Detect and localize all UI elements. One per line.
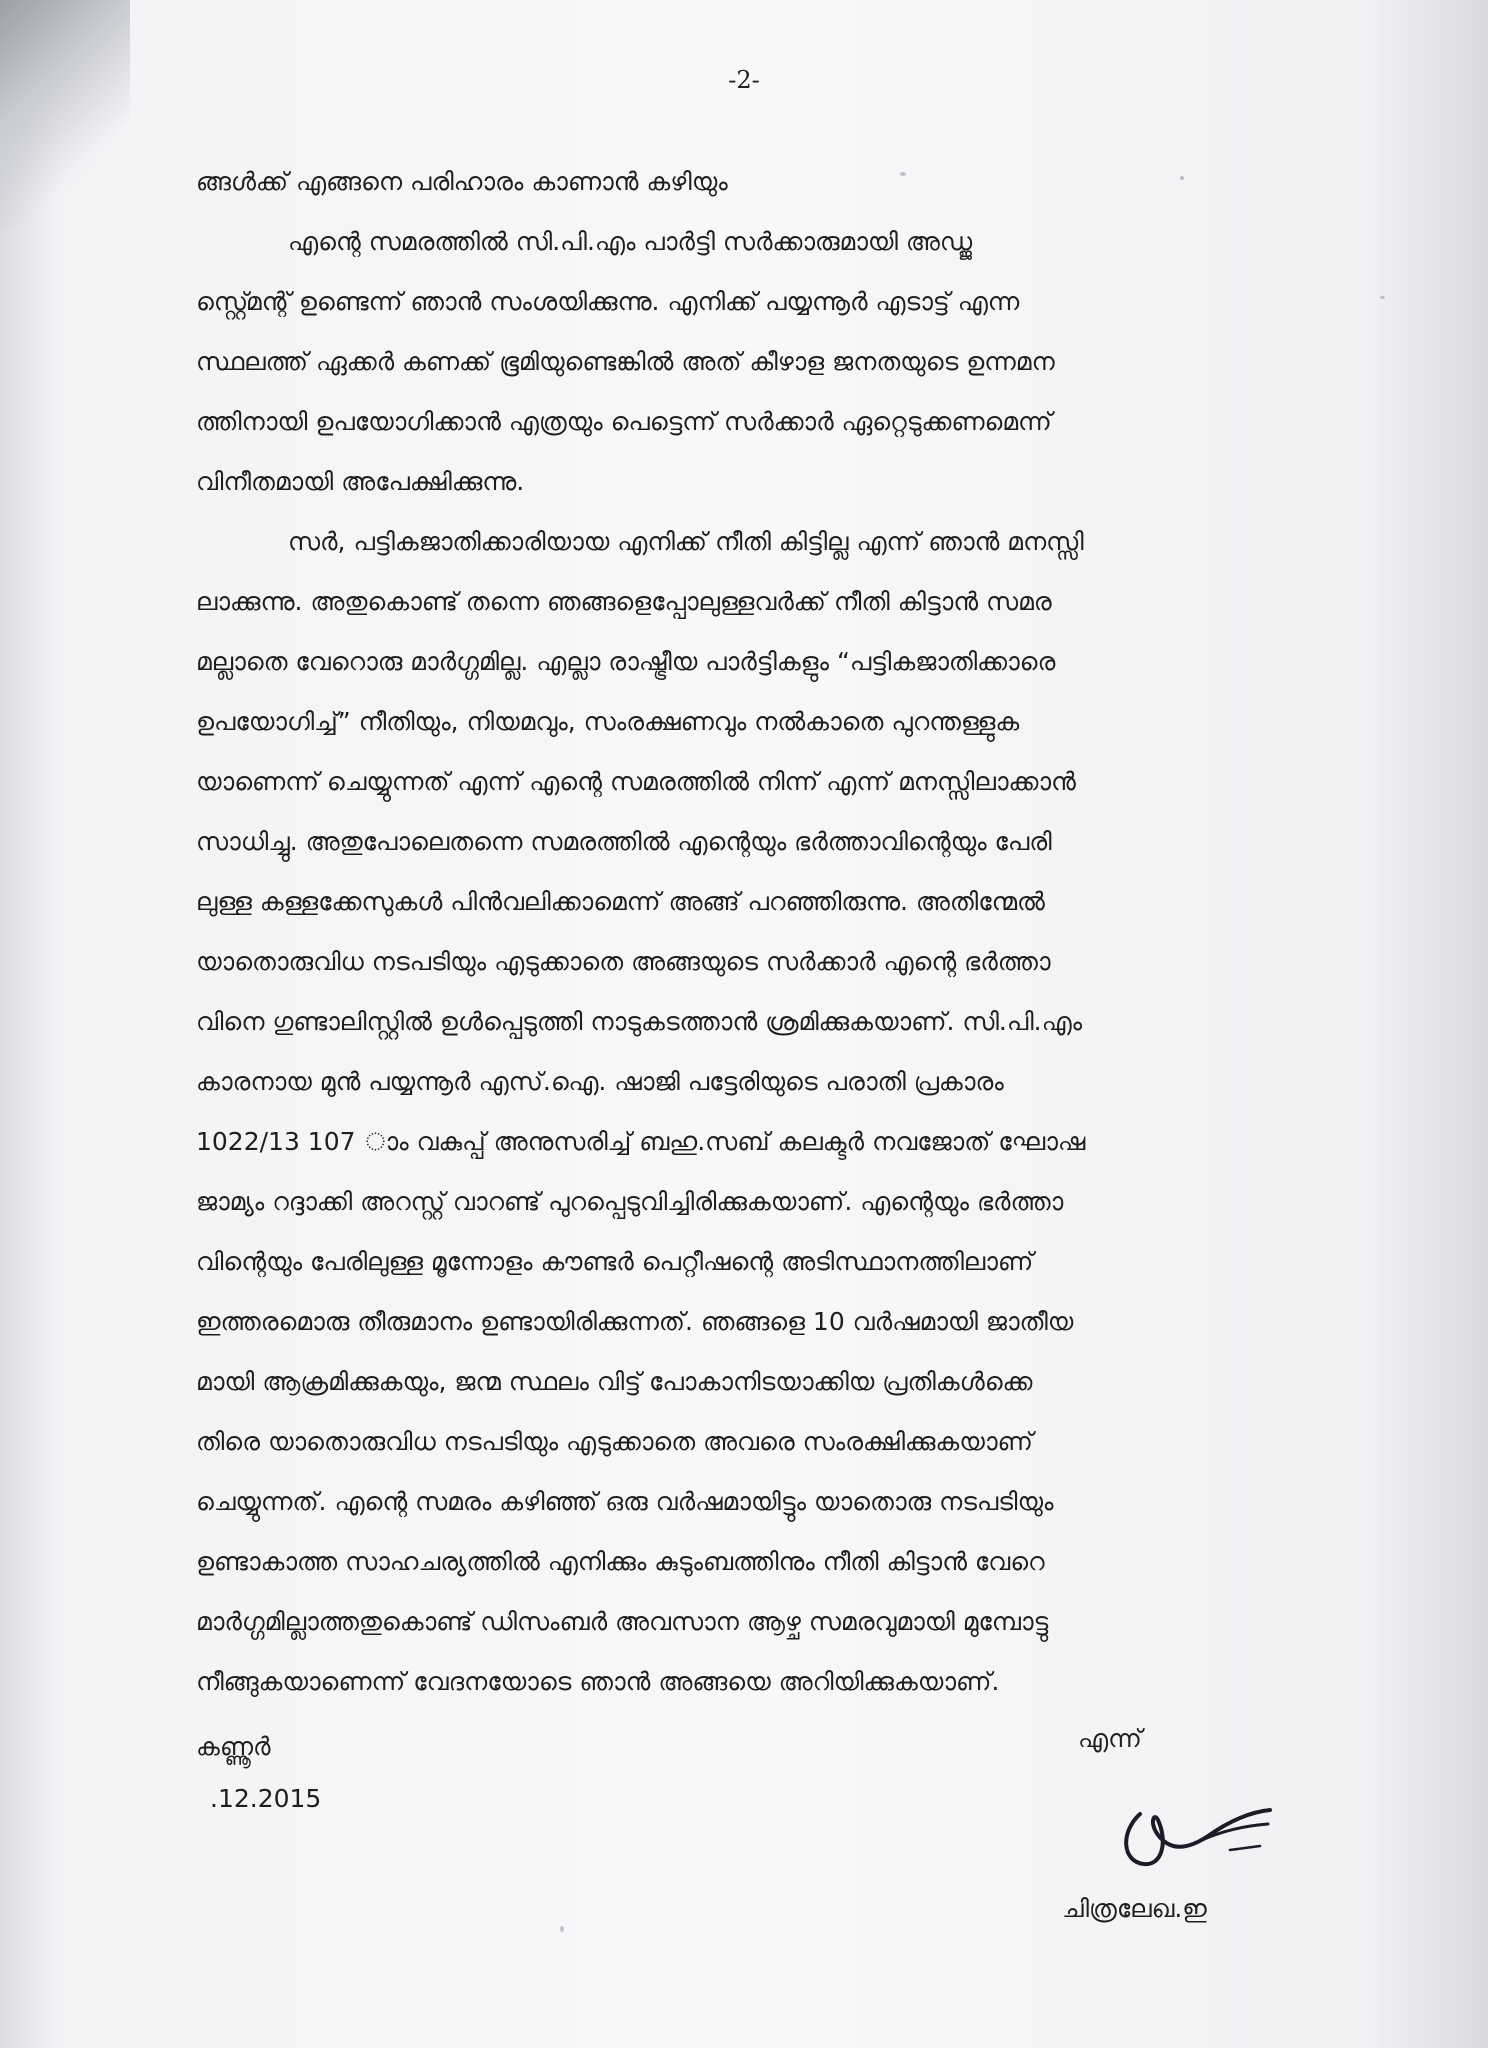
page-number: -2- xyxy=(728,66,760,94)
text-line: സാധിച്ചു. അതുപോലെതന്നെ സമരത്തിൽ എന്റെയും ഭർത്താവിന്റെയും പേരി xyxy=(196,827,1052,856)
text-line: ഉപയോഗിച്ച്” നീതിയും, നിയമവും, സംരക്ഷണവും നൽകാതെ പുറന്തള്ളുക xyxy=(196,707,1020,736)
scan-speck xyxy=(560,1926,564,1932)
text-line: സ്ഥലത്ത് ഏക്കർ കണക്ക് ഭൂമിയുണ്ടെങ്കിൽ അത് കീഴാള ജനതയുടെ ഉന്നമന xyxy=(196,347,1055,376)
text-line: കാരനായ മുൻ പയ്യന്നൂർ എസ്.ഐ. ഷാജി പട്ടേരിയുടെ പരാതി പ്രകാരം xyxy=(196,1067,1004,1096)
text-line: നീങ്ങുകയാണെന്ന് വേദനയോടെ ഞാൻ അങ്ങയെ അറിയിക്കുകയാണ്. xyxy=(196,1667,1000,1696)
handwritten-signature xyxy=(1110,1762,1280,1892)
text-line: ഇത്തരമൊരു തീരുമാനം ഉണ്ടായിരിക്കുന്നത്. ഞങ്ങളെ 10 വർഷമായി ജാതീയ xyxy=(196,1307,1074,1336)
text-line: ത്തിനായി ഉപയോഗിക്കാൻ എത്രയും പെട്ടെന്ന് സർക്കാർ ഏറ്റെടുക്കണമെന്ന് xyxy=(196,407,1052,436)
folded-corner-shadow xyxy=(0,0,130,230)
text-line: വിന്റെയും പേരിലുള്ള മൂന്നോളം കൗണ്ടർ പെറ്റീഷന്റെ അടിസ്ഥാനത്തിലാണ് xyxy=(196,1247,1034,1276)
text-line: ങ്ങൾക്ക് എങ്ങനെ പരിഹാരം കാണാൻ കഴിയും xyxy=(196,167,728,196)
text-line: മായി ആക്രമിക്കുകയും, ജന്മ സ്ഥലം വിട്ട് പോകാനിടയാക്കിയ പ്രതികൾക്കെ xyxy=(196,1367,1033,1396)
text-line: മല്ലാതെ വേറൊരു മാർഗ്ഗമില്ല. എല്ലാ രാഷ്ട്രീയ പാർട്ടികളും “പട്ടികജാതിക്കാരെ xyxy=(196,647,1056,676)
scan-speck xyxy=(1380,296,1385,299)
text-line: വിനെ ഗുണ്ടാലിസ്റ്റിൽ ഉൾപ്പെടുത്തി നാടുകടത്താൻ ശ്രമിക്കുകയാണ്. സി.പി.എം xyxy=(196,1007,1083,1036)
text-line: വിനീതമായി അപേക്ഷിക്കുന്നു. xyxy=(196,467,525,496)
text-line: യാണെന്ന് ചെയ്യുന്നത് എന്ന് എന്റെ സമരത്തിൽ നിന്ന് എന്ന് മനസ്സിലാക്കാൻ xyxy=(196,767,1076,796)
text-line: ജാമ്യം റദ്ദാക്കി അറസ്റ്റ് വാറണ്ട് പുറപ്പെടുവിച്ചിരിക്കുകയാണ്. എന്റെയും ഭർത്താ xyxy=(196,1187,1064,1216)
scan-speck xyxy=(900,172,906,176)
closing-place-date xyxy=(196,1732,321,1813)
text-line: 1022/13 107 ാം വകുപ്പ് അനുസരിച്ച് ബഹു.സബ് കലക്ടർ നവജോത് ഘോഷ xyxy=(196,1127,1086,1156)
text-line: യാതൊരുവിധ നടപടിയും എടുക്കാതെ അങ്ങയുടെ സർക്കാർ എന്റെ ഭർത്താ xyxy=(196,947,1051,976)
text-line: ഉണ്ടാകാത്ത സാഹചര്യത്തിൽ എനിക്കും കുടുംബത്തിനും നീതി കിട്ടാൻ വേറെ xyxy=(196,1547,1045,1576)
text-line: സ്റ്റ്മെന്റ് ഉണ്ടെന്ന് ഞാൻ സംശയിക്കുന്നു. എനിക്ക് പയ്യന്നൂർ എടാട്ട് എന്ന xyxy=(196,287,1020,316)
text-line: തിരെ യാതൊരുവിധ നടപടിയും എടുക്കാതെ അവരെ സംരക്ഷിക്കുകയാണ് xyxy=(196,1427,1033,1456)
text-line: ലുള്ള കള്ളക്കേസുകൾ പിൻവലിക്കാമെന്ന് അങ്ങ് പറഞ്ഞിരുന്നു. അതിന്മേൽ xyxy=(196,887,1045,916)
letter-body xyxy=(196,152,1278,1712)
closing-yours: എന്ന് xyxy=(1078,1724,1142,1753)
text-line: സർ, പട്ടികജാതിക്കാരിയായ എനിക്ക് നീതി കിട്ടില്ല എന്ന് ഞാൻ മനസ്സി xyxy=(288,527,1084,556)
signatory-name: ചിത്രലേഖ.ഇ xyxy=(1062,1894,1207,1923)
text-line: ലാക്കുന്നു. അതുകൊണ്ട് തന്നെ ഞങ്ങളെപ്പോലുള്ളവർക്ക് നീതി കിട്ടാൻ സമര xyxy=(196,587,1052,616)
place: കണ്ണൂർ xyxy=(196,1732,271,1761)
text-line: ചെയ്യുന്നത്. എന്റെ സമരം കഴിഞ്ഞ് ഒരു വർഷമായിട്ടും യാതൊരു നടപടിയും xyxy=(196,1487,1054,1516)
text-line: എന്റെ സമരത്തിൽ സി.പി.എം പാർട്ടി സർക്കാരുമായി അഡ്ജ xyxy=(288,227,973,256)
scan-speck xyxy=(1180,176,1184,180)
text-line: മാർഗ്ഗമില്ലാത്തതുകൊണ്ട് ഡിസംബർ അവസാന ആഴ്ച സമരവുമായി മുമ്പോട്ടു xyxy=(196,1607,1049,1636)
date: .12.2015 xyxy=(210,1784,322,1813)
